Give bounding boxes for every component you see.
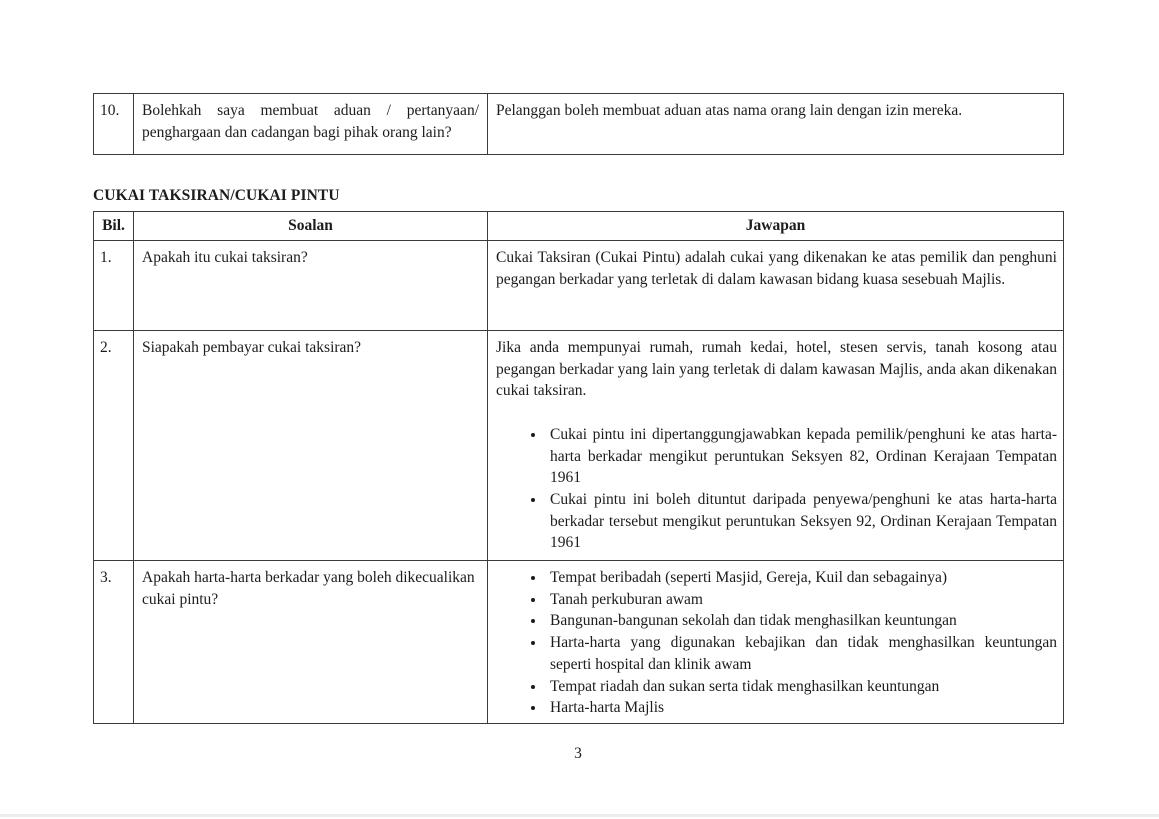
answer-bullet-item: • Tempat riadah dan sukan serta tidak menghasilkan keuntungan <box>546 676 1057 698</box>
header-soalan: Soalan <box>134 212 488 241</box>
faq-table <box>93 211 1064 724</box>
page-content <box>93 93 1063 763</box>
row-number-cell: 2. <box>94 331 134 561</box>
answer-bullet-item: • Harta-harta yang digunakan kebajikan dan tidak menghasilkan keuntungan seperti hospital dan klinik awam <box>546 632 1057 675</box>
table-row <box>94 331 1064 561</box>
answer-bullet-item: • Cukai pintu ini boleh dituntut daripada penyewa/penghuni ke atas harta-harta berkadar tersebut mengikut peruntukan Seksyen 92, Ordinan Kerajaan Tempatan 1961 <box>546 489 1057 554</box>
section-heading: CUKAI TAKSIRAN/CUKAI PINTU <box>93 187 340 204</box>
header-bil: Bil. <box>94 212 134 241</box>
answer-bullet-list <box>496 567 1057 719</box>
header-jawapan: Jawapan <box>488 212 1064 241</box>
table-row <box>94 561 1064 724</box>
answer-paragraph: Jika anda mempunyai rumah, rumah kedai, hotel, stesen servis, tanah kosong atau pegangan berkadar yang lain yang terletak di dalam kawasan Majlis, anda akan dikenakan cukai taksiran. <box>496 339 1057 400</box>
answer-bullet-item: • Harta-harta Majlis <box>546 697 1057 719</box>
answer-bullet-list <box>496 424 1057 554</box>
answer-cell <box>488 241 1064 331</box>
row-number-cell: 1. <box>94 241 134 331</box>
answer-cell <box>488 561 1064 724</box>
faq-table-header <box>94 212 1064 241</box>
question-cell: Bolehkah saya membuat aduan / pertanyaan/ penghargaan dan cadangan bagi pihak orang lain? <box>134 94 488 155</box>
question-cell: Siapakah pembayar cukai taksiran? <box>134 331 488 561</box>
answer-bullet-item: • Bangunan-bangunan sekolah dan tidak menghasilkan keuntungan <box>546 610 1057 632</box>
answer-bullet-item: • Cukai pintu ini dipertanggungjawabkan kepada pemilik/penghuni ke atas harta-harta berkadar mengikut peruntukan Seksyen 82, Ordinan Kerajaan Tempatan 1961 <box>546 424 1057 489</box>
question-cell: Apakah itu cukai taksiran? <box>134 241 488 331</box>
answer-paragraph: Cukai Taksiran (Cukai Pintu) adalah cukai yang dikenakan ke atas pemilik dan penghuni pegangan berkadar yang terletak di dalam kawasan bidang kuasa sesebuah Majlis. <box>496 249 1057 288</box>
answer-bullet-item: • Tanah perkuburan awam <box>546 589 1057 611</box>
answer-cell <box>488 94 1064 155</box>
answer-bullet-item: • Tempat beribadah (seperti Masjid, Gereja, Kuil dan sebagainya) <box>546 567 1057 589</box>
table-row <box>94 241 1064 331</box>
page-bottom-edge <box>0 814 1159 817</box>
page-number: 3 <box>574 744 582 762</box>
previous-table-body <box>94 94 1064 155</box>
row-number-cell: 3. <box>94 561 134 724</box>
question-cell: Apakah harta-harta berkadar yang boleh dikecualikan cukai pintu? <box>134 561 488 724</box>
table-row <box>94 94 1064 155</box>
previous-section-table <box>93 93 1064 155</box>
paragraph-spacer <box>496 402 1057 424</box>
header-row <box>94 212 1064 241</box>
answer-cell <box>488 331 1064 561</box>
answer-paragraph: Pelanggan boleh membuat aduan atas nama orang lain dengan izin mereka. <box>496 102 963 119</box>
row-number-cell: 10. <box>94 94 134 155</box>
faq-table-body <box>94 241 1064 724</box>
